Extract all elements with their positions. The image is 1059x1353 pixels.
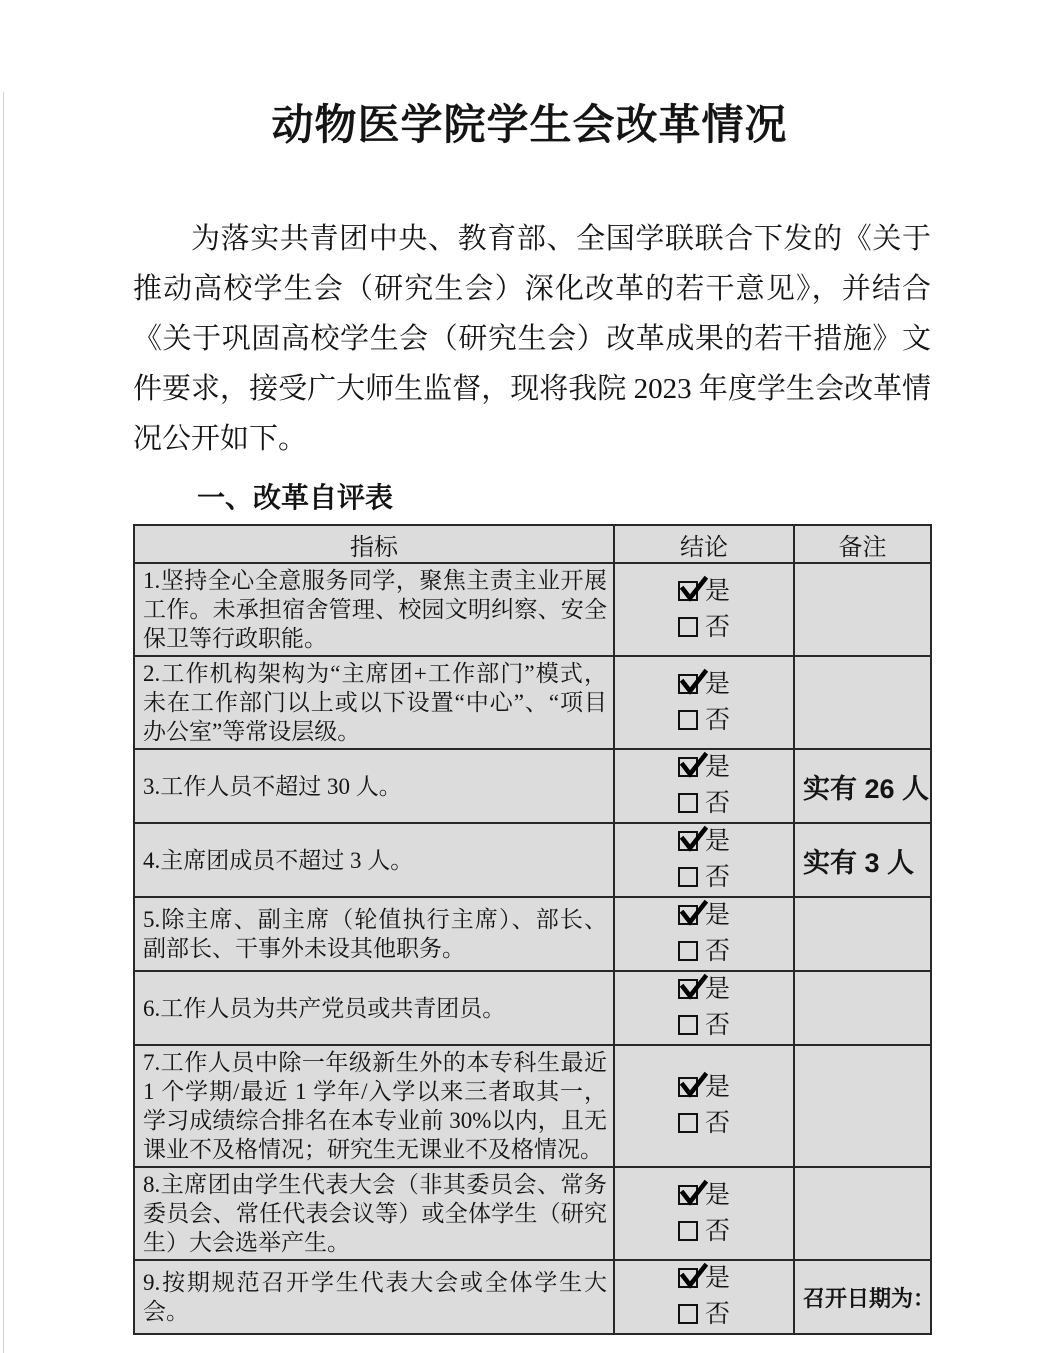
remark-cell xyxy=(794,971,931,1045)
remark-cell xyxy=(794,656,931,749)
no-option xyxy=(678,860,730,896)
no-checkbox-icon[interactable] xyxy=(678,941,698,961)
document-page xyxy=(0,92,1059,1353)
conclusion-cell xyxy=(614,897,794,971)
conclusion-options xyxy=(678,824,730,896)
yes-label: 是 xyxy=(704,976,730,1003)
yes-option xyxy=(678,1070,730,1106)
no-option xyxy=(678,1297,730,1333)
no-checkbox-icon[interactable] xyxy=(678,1113,698,1133)
indicator-cell: 5.除主席、副主席（轮值执行主席）、部长、副部长、干事外未设其他职务。 xyxy=(134,897,614,971)
conclusion-options xyxy=(678,574,730,646)
table-header-row xyxy=(134,525,931,563)
conclusion-options xyxy=(678,972,730,1044)
yes-option xyxy=(678,1261,730,1297)
yes-label: 是 xyxy=(704,1265,730,1292)
no-label: 否 xyxy=(704,1217,730,1245)
yes-label: 是 xyxy=(704,1181,730,1209)
table-row xyxy=(134,897,931,971)
no-option xyxy=(678,1106,730,1142)
conclusion-options xyxy=(678,667,730,739)
yes-checkbox-icon[interactable] xyxy=(678,1185,698,1205)
yes-option xyxy=(678,898,730,934)
no-label: 否 xyxy=(704,790,730,817)
conclusion-cell xyxy=(614,823,794,897)
table-row xyxy=(134,656,931,749)
no-label: 否 xyxy=(704,864,730,891)
document-content xyxy=(0,214,1059,1335)
remark-cell xyxy=(794,823,931,897)
yes-checkbox-icon[interactable] xyxy=(678,979,698,999)
indicator-cell: 2.工作机构架构为“主席团+工作部门”模式，未在工作部门以上或以下设置“中心”、“项目办公室”等常设层级。 xyxy=(134,656,614,749)
table-row xyxy=(134,1260,931,1334)
indicator-cell: 9.按期规范召开学生代表大会或全体学生大会。 xyxy=(134,1260,614,1334)
yes-checkbox-icon[interactable] xyxy=(678,1077,698,1097)
no-label: 否 xyxy=(704,1301,730,1328)
no-checkbox-icon[interactable] xyxy=(678,617,698,637)
yes-label: 是 xyxy=(704,577,730,605)
indicator-cell: 4.主席团成员不超过 3 人。 xyxy=(134,823,614,897)
remark-cell xyxy=(794,1260,936,1334)
no-checkbox-icon[interactable] xyxy=(678,710,698,730)
no-checkbox-icon[interactable] xyxy=(678,1221,698,1241)
conclusion-cell xyxy=(614,749,794,823)
conclusion-cell xyxy=(614,971,794,1045)
no-checkbox-icon[interactable] xyxy=(678,793,698,813)
remark-cell xyxy=(794,563,931,656)
remark-cell xyxy=(794,1167,931,1260)
conclusion-cell xyxy=(614,656,794,749)
yes-checkbox-icon[interactable] xyxy=(678,1268,698,1288)
conclusion-options xyxy=(678,898,730,970)
conclusion-options xyxy=(678,1070,730,1142)
section-heading: 一、改革自评表 xyxy=(197,482,394,513)
yes-label: 是 xyxy=(704,828,730,855)
no-checkbox-icon[interactable] xyxy=(678,1304,698,1324)
no-label: 否 xyxy=(704,938,730,965)
table-row xyxy=(134,563,931,656)
col-header-conclusion: 结论 xyxy=(614,525,794,563)
yes-label: 是 xyxy=(704,902,730,929)
yes-label: 是 xyxy=(704,670,730,698)
intro-paragraph: 为落实共青团中央、教育部、全国学联联合下发的《关于推动高校学生会（研究生会）深化改革的若干意见》，并结合《关于巩固高校学生会（研究生会）改革成果的若干措施》文件要求，接受广大师生监督，现将我院 2023 年度学生会改革情况公开如下。 xyxy=(133,223,931,455)
yes-checkbox-icon[interactable] xyxy=(678,905,698,925)
no-label: 否 xyxy=(704,613,730,641)
no-checkbox-icon[interactable] xyxy=(678,867,698,887)
no-option xyxy=(678,610,730,646)
conclusion-options xyxy=(678,1261,730,1333)
self-assessment-table xyxy=(133,524,936,1335)
remark-cell xyxy=(794,749,931,823)
no-option xyxy=(678,703,730,739)
no-label: 否 xyxy=(704,706,730,734)
no-option xyxy=(678,786,730,822)
indicator-cell: 8.主席团由学生代表大会（非其委员会、常务委员会、常任代表会议等）或全体学生（研究生）大会选举产生。 xyxy=(134,1167,614,1260)
col-header-remark: 备注 xyxy=(794,525,931,563)
yes-option xyxy=(678,574,730,610)
page-edge-line xyxy=(3,92,4,1353)
indicator-cell: 3.工作人员不超过 30 人。 xyxy=(134,749,614,823)
conclusion-options xyxy=(678,750,730,822)
table-row xyxy=(134,1167,931,1260)
yes-option xyxy=(678,667,730,703)
yes-checkbox-icon[interactable] xyxy=(678,674,698,694)
conclusion-cell xyxy=(614,1167,794,1260)
remark-text: 实有 26 人 xyxy=(803,773,930,804)
yes-option xyxy=(678,750,730,786)
no-option xyxy=(678,1008,730,1044)
table-row xyxy=(134,823,931,897)
table-row xyxy=(134,971,931,1045)
remark-text: 召开日期为： xyxy=(803,1285,936,1311)
conclusion-cell xyxy=(614,1260,794,1334)
table-row xyxy=(134,1045,931,1167)
no-option xyxy=(678,934,730,970)
col-header-indicator: 指标 xyxy=(134,525,614,563)
table-row xyxy=(134,749,931,823)
conclusion-options xyxy=(678,1178,730,1250)
remark-cell xyxy=(794,897,931,971)
no-option xyxy=(678,1214,730,1250)
indicator-cell: 1.坚持全心全意服务同学，聚焦主责主业开展工作。未承担宿舍管理、校园文明纠察、安全保卫等行政职能。 xyxy=(134,563,614,656)
remark-text: 实有 3 人 xyxy=(803,847,915,878)
yes-label: 是 xyxy=(704,1074,730,1101)
indicator-cell: 7.工作人员中除一年级新生外的本专科生最近 1 个学期/最近 1 学年/入学以来三者取其一，学习成绩综合排名在本专业前 30%以内，且无课业不及格情况；研究生无课业不及格情况。 xyxy=(134,1045,614,1167)
remark-cell xyxy=(794,1045,931,1167)
yes-checkbox-icon[interactable] xyxy=(678,757,698,777)
no-label: 否 xyxy=(704,1012,730,1039)
conclusion-cell xyxy=(614,563,794,656)
no-checkbox-icon[interactable] xyxy=(678,1015,698,1035)
document-title: 动物医学院学生会改革情况 xyxy=(271,103,788,149)
yes-option xyxy=(678,824,730,860)
conclusion-cell xyxy=(614,1045,794,1167)
yes-option xyxy=(678,1178,730,1214)
indicator-cell: 6.工作人员为共产党员或共青团员。 xyxy=(134,971,614,1045)
yes-option xyxy=(678,972,730,1008)
no-label: 否 xyxy=(704,1110,730,1137)
yes-checkbox-icon[interactable] xyxy=(678,831,698,851)
yes-checkbox-icon[interactable] xyxy=(678,581,698,601)
yes-label: 是 xyxy=(704,754,730,781)
